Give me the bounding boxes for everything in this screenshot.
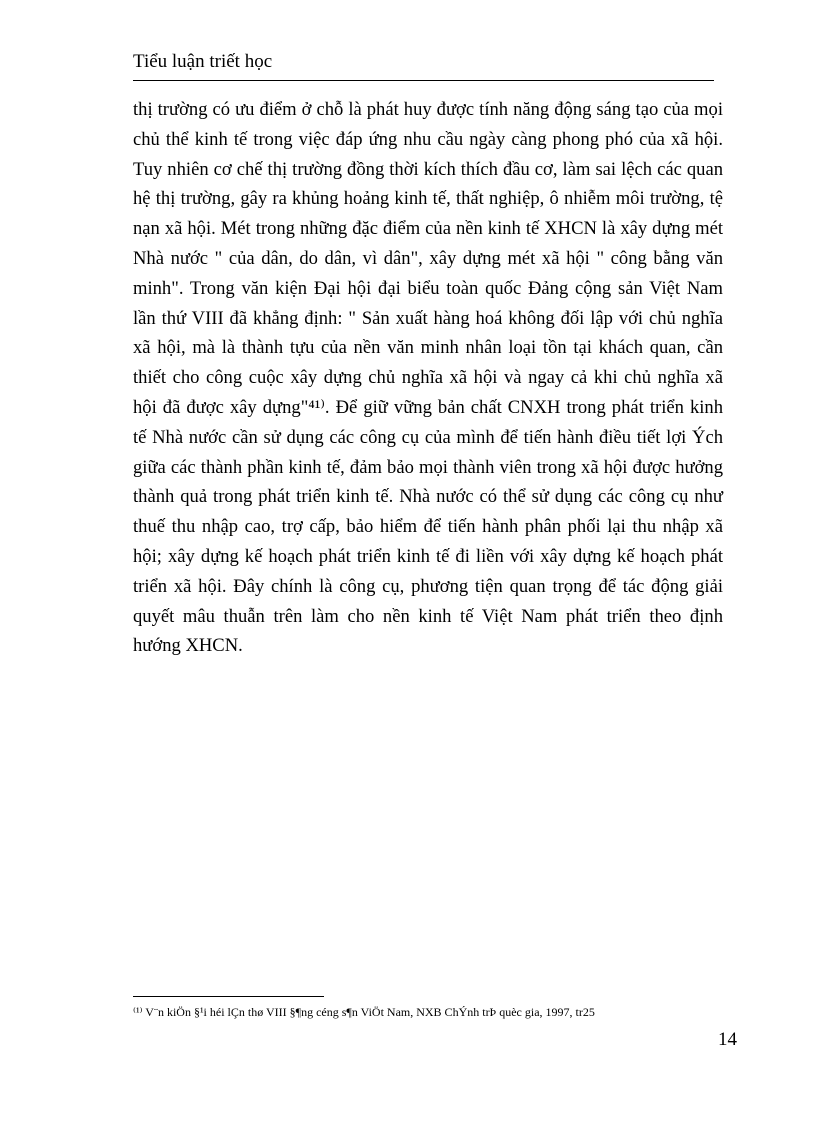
body-line: hội đã được xây dựng"⁴¹⁾. Để giữ vững bản chất CNXH trong phát triển kinh bbox=[133, 396, 723, 418]
body-line: xã hội, mà là thành tựu của nền văn minh nhân loại tồn tại khách quan, cần bbox=[133, 337, 723, 359]
body-line: thị trường có ưu điểm ở chỗ là phát huy được tính năng động sáng tạo của mọi bbox=[133, 99, 723, 120]
body-line: giữa các thành phần kinh tế, đảm bảo mọi thành viên trong xã hội được hưởng bbox=[133, 456, 723, 478]
body-line: nạn xã hội. Mét trong những đặc điểm của nền kinh tế XHCN là xây dựng mét bbox=[133, 218, 723, 240]
body-line: hội; xây dựng kế hoạch phát triển kinh tế đi liền với xây dựng kế hoạch phát bbox=[133, 545, 723, 567]
footnote-divider bbox=[133, 996, 324, 997]
body-line: hướng XHCN. bbox=[133, 635, 243, 657]
running-header-title: Tiểu luận triết học bbox=[133, 51, 273, 72]
page-number: 14 bbox=[718, 1029, 737, 1050]
body-line: Tuy nhiên cơ chế thị trường đồng thời kích thích đầu cơ, làm sai lệch các quan bbox=[133, 158, 723, 180]
body-line: thiết cho công cuộc xây dựng chủ nghĩa xã hội và ngay cả khi chủ nghĩa xã bbox=[133, 367, 723, 389]
footnote-text: ⁽¹⁾ V¨n kiÖn §¹i héi lÇn thø VIII §¶ng céng s¶n ViÖt Nam, NXB ChÝnh trÞ quèc gia, 1997, tr25 bbox=[133, 1005, 595, 1019]
header-divider bbox=[133, 80, 714, 81]
body-line: quyết mâu thuẫn trên làm cho nền kinh tế Việt Nam phát triển theo định bbox=[133, 605, 723, 627]
body-line: chủ thể kinh tế trong việc đáp ứng nhu cầu ngày càng phong phó của xã hội. bbox=[133, 128, 723, 150]
body-paragraph bbox=[133, 95, 723, 661]
body-line: Nhà nước " của dân, do dân, vì dân", xây dựng mét xã hội " công bằng văn bbox=[133, 247, 723, 269]
body-line: tế Nhà nước cần sử dụng các công cụ của mình để tiến hành điều tiết lợi Ých bbox=[133, 426, 723, 448]
body-line: minh". Trong văn kiện Đại hội đại biểu toàn quốc Đảng cộng sản Việt Nam bbox=[133, 277, 723, 299]
body-line: thuế thu nhập cao, trợ cấp, bảo hiểm để tiến hành phân phối lại thu nhập xã bbox=[133, 516, 723, 538]
body-line: thành quả trong phát triển kinh tế. Nhà nước có thể sử dụng các công cụ như bbox=[133, 486, 723, 508]
body-line: hệ thị trường, gây ra khủng hoảng kinh tế, thất nghiệp, ô nhiễm môi trường, tệ bbox=[133, 188, 723, 210]
body-line: lần thứ VIII đã khẳng định: " Sản xuất hàng hoá không đối lập với chủ nghĩa bbox=[133, 307, 723, 329]
body-line: triển xã hội. Đây chính là công cụ, phương tiện quan trọng để tác động giải bbox=[133, 575, 723, 597]
